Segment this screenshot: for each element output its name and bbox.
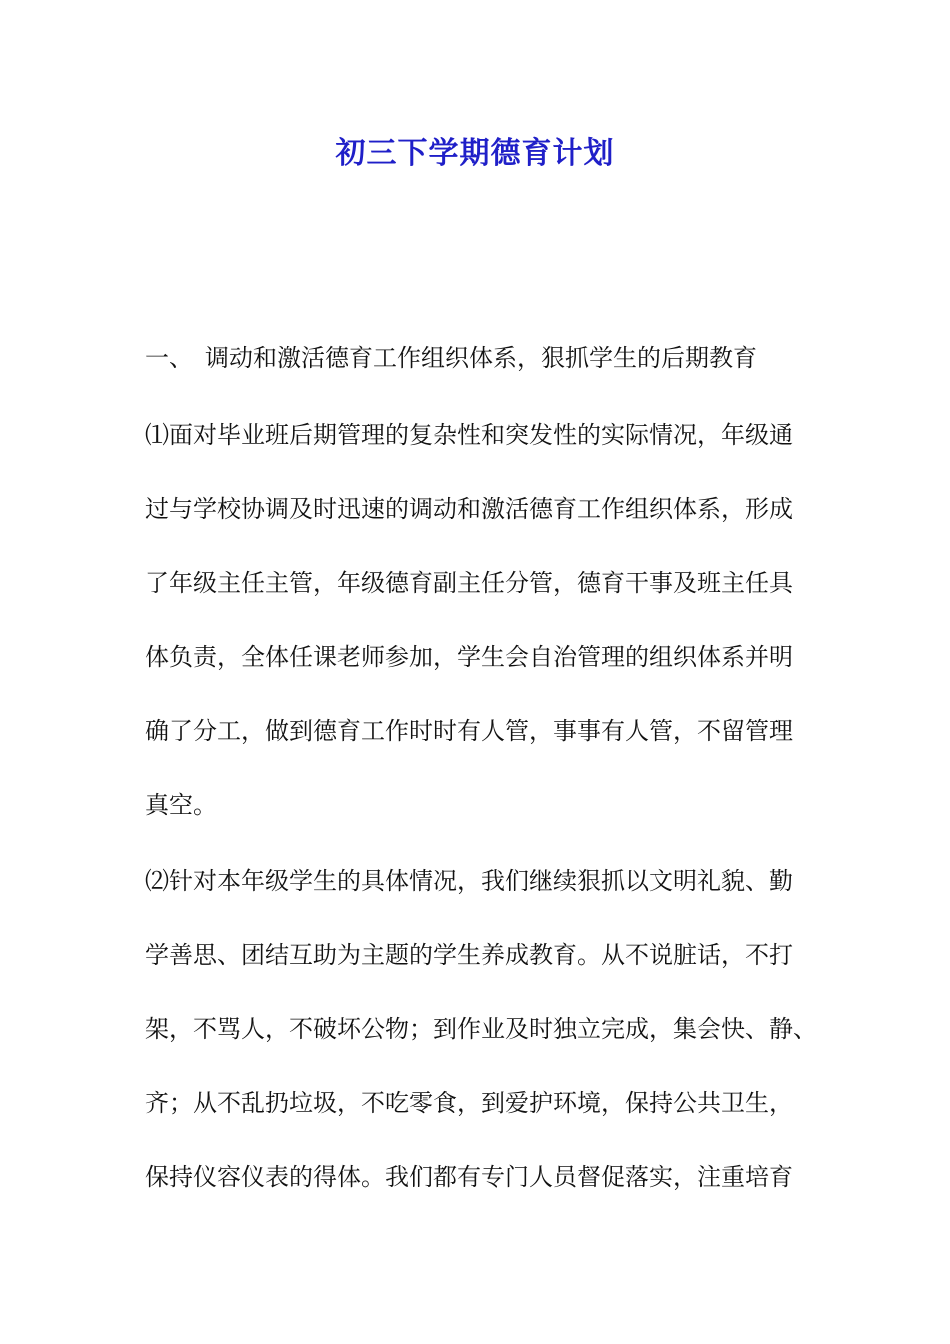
paragraph-line: 架，不骂人，不破坏公物；到作业及时独立完成，集会快、静、 xyxy=(145,1015,817,1043)
section-heading-text: 调动和激活德育工作组织体系，狠抓学生的后期教育 xyxy=(205,344,757,372)
paragraph-line: 真空。 xyxy=(145,791,217,819)
paragraph-line: 过与学校协调及时迅速的调动和激活德育工作组织体系，形成 xyxy=(145,495,793,523)
paragraph-line: 齐；从不乱扔垃圾，不吃零食，到爱护环境，保持公共卫生， xyxy=(145,1089,793,1117)
section-number: 一、 xyxy=(145,344,193,372)
section-heading xyxy=(145,343,825,373)
paragraph-line: 体负责，全体任课老师参加，学生会自治管理的组织体系并明 xyxy=(145,643,793,671)
document-title: 初三下学期德育计划 xyxy=(335,136,615,171)
paragraph-line: 保持仪容仪表的得体。我们都有专门人员督促落实，注重培育 xyxy=(145,1163,793,1191)
paragraph-line: ⑵针对本年级学生的具体情况，我们继续狠抓以文明礼貌、勤 xyxy=(145,867,793,895)
paragraph-line: 学善思、团结互助为主题的学生养成教育。从不说脏话，不打 xyxy=(145,941,793,969)
paragraph-line: 确了分工，做到德育工作时时有人管，事事有人管，不留管理 xyxy=(145,717,793,745)
paragraph-line: 了年级主任主管，年级德育副主任分管，德育干事及班主任具 xyxy=(145,569,793,597)
paragraph-line: ⑴面对毕业班后期管理的复杂性和突发性的实际情况，年级通 xyxy=(145,421,793,449)
